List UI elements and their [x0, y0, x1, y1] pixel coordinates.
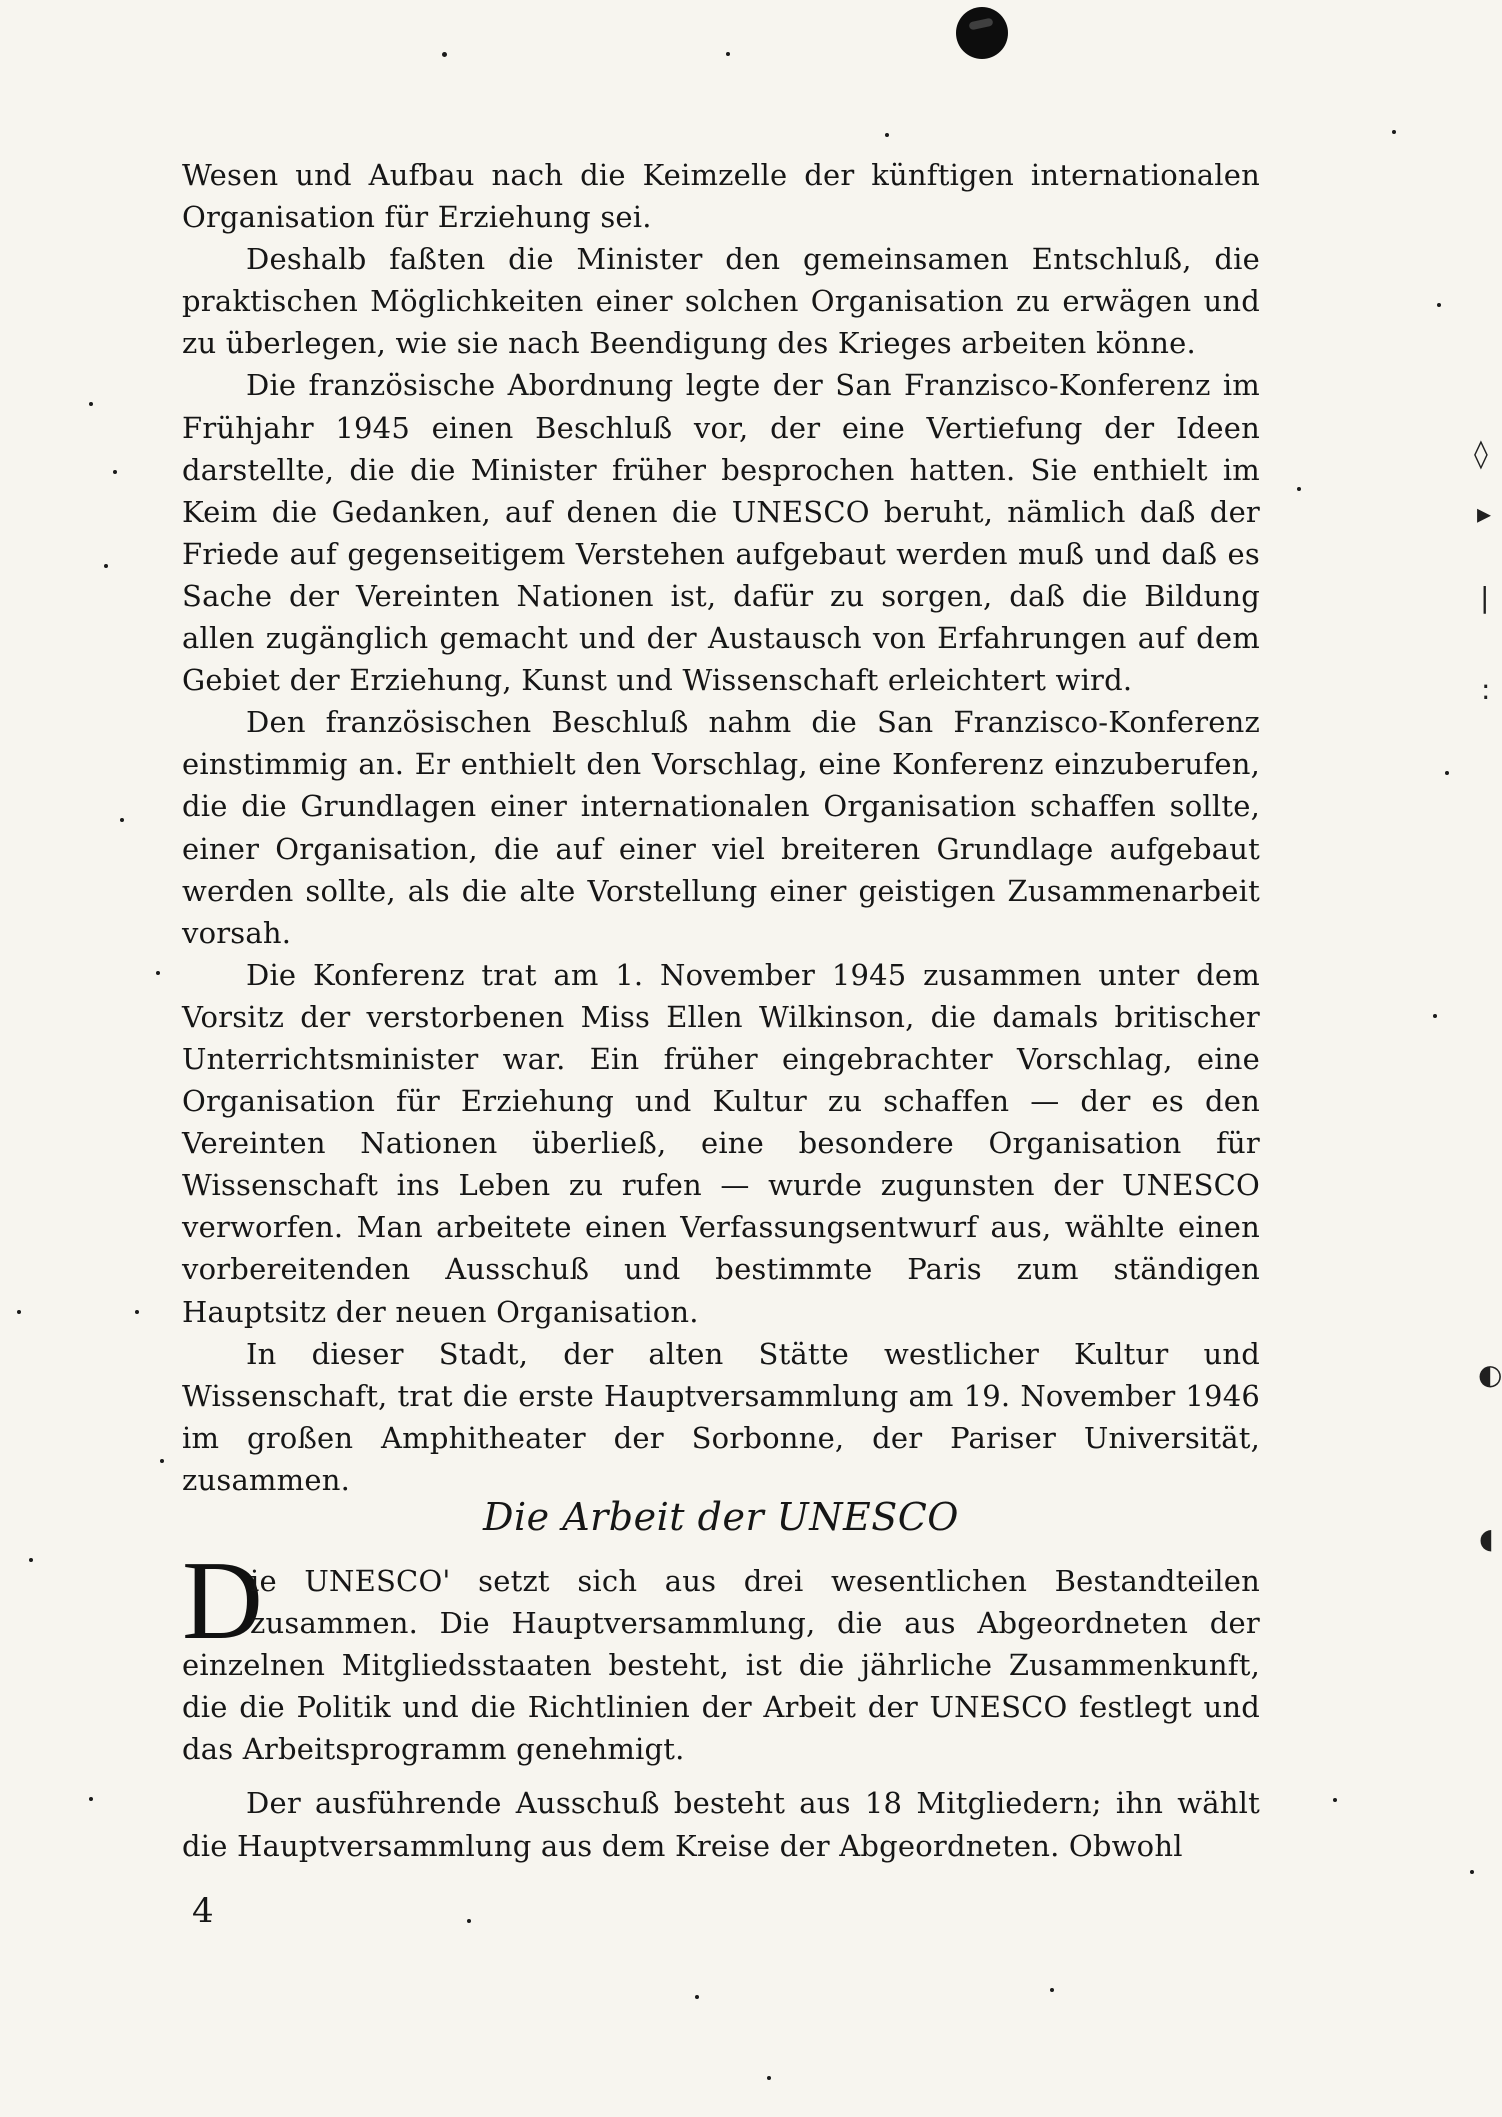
paragraph: Deshalb faßten die Minister den gemeinsamen Entschluß, die praktischen Möglichkeiten einer solchen Organisation zu erwägen und zu überlegen, wie sie nach Beendigung des Krieges arbeiten könne.: [182, 242, 1260, 361]
scan-speck: [1333, 1798, 1337, 1802]
section-text-block: [182, 1539, 1260, 1867]
edge-mark-icon: ◐: [1478, 1358, 1502, 1391]
paragraph: Die Konferenz trat am 1. November 1945 zusammen unter dem Vorsitz der verstorbenen Miss Ellen Wilkinson, die damals britischer Unterrichtsminister war. Ein früher eingebrachter Vorschlag, eine Organisation für Erziehung und Kultur zu schaffen — der es den Vereinten Nationen überließ, eine besondere Organisation für Wissenschaft ins Leben zu rufen — wurde zugunsten der UNESCO verworfen. Man arbeitete einen Verfassungsentwurf aus, wählte einen vorbereitenden Ausschuß und bestimmte Paris zum ständigen Hauptsitz der neuen Organisation.: [182, 957, 1260, 1329]
scan-speck: [1050, 1988, 1054, 1992]
scan-speck: [156, 971, 160, 975]
scan-speck: [1297, 487, 1301, 491]
scan-speck: [120, 818, 124, 822]
scan-speck: [1433, 1014, 1437, 1018]
scan-speck: [29, 1558, 33, 1562]
scan-speck: [695, 1995, 699, 1999]
section-heading: Die Arbeit der UNESCO: [483, 1495, 959, 1539]
scan-speck: [1392, 130, 1396, 134]
scan-speck: [726, 52, 730, 56]
paragraph: Die französische Abordnung legte der San Franzisco-Konferenz im Frühjahr 1945 einen Beschluß vor, der eine Vertiefung der Ideen darstellte, die die Minister früher besprochen hatten. Sie enthielt im Keim die Gedanken, auf denen die UNESCO beruht, nämlich daß der Friede auf gegenseitigem Verstehen aufgebaut werden muß und daß es Sache der Vereinten Nationen ist, dafür zu sorgen, daß die Bildung allen zugänglich gemacht und der Austausch von Erfahrungen auf dem Gebiet der Erziehung, Kunst und Wissenschaft erleichtert wird.: [182, 368, 1260, 698]
scan-speck: [1470, 1870, 1474, 1874]
edge-mark-icon: ◖: [1479, 1522, 1494, 1555]
paragraph: ie UNESCO' setzt sich aus drei wesentlichen Bestandteilen zusammen. Die Hauptversammlung, die aus Abgeordneten der einzelnen Mitgliedsstaaten besteht, ist die jährliche Zusammenkunft, die die Politik und die Richtlinien der Arbeit der UNESCO festlegt und das Arbeitsprogramm genehmigt.: [182, 1564, 1260, 1767]
scan-speck: [885, 133, 889, 137]
scan-speck: [89, 1797, 93, 1801]
edge-mark-icon: :: [1481, 673, 1491, 706]
scan-speck: [89, 402, 93, 406]
page-number: 4: [192, 1891, 214, 1931]
scan-speck: [17, 1310, 21, 1314]
scan-speck: [467, 1919, 471, 1923]
scan-speck: [1437, 303, 1441, 307]
edge-mark-icon: ◊: [1474, 437, 1488, 470]
scan-speck: [160, 1459, 164, 1463]
scan-speck: [113, 470, 117, 474]
paragraph: Der ausführende Ausschuß besteht aus 18 Mitgliedern; ihn wählt die Hauptversammlung aus dem Kreise der Abgeordneten. Obwohl: [182, 1786, 1260, 1863]
main-text-block: [182, 154, 1260, 1501]
paragraph: Wesen und Aufbau nach die Keimzelle der künftigen internationalen Organisation für Erziehung sei.: [182, 158, 1260, 235]
drop-cap: D: [182, 1539, 263, 1663]
scan-speck: [135, 1310, 139, 1314]
scan-speck: [442, 52, 447, 57]
scan-speck: [767, 2076, 771, 2080]
paragraph: In dieser Stadt, der alten Stätte westlicher Kultur und Wissenschaft, trat die erste Hauptversammlung am 19. November 1946 im großen Amphitheater der Sorbonne, der Pariser Universität, zusammen.: [182, 1336, 1260, 1497]
binding-hole-icon: [956, 7, 1008, 59]
scan-speck: [1445, 771, 1449, 775]
edge-mark-icon: ▸: [1477, 497, 1492, 530]
scan-speck: [104, 564, 108, 568]
dropcap-paragraph: [182, 1539, 1260, 1770]
paragraph: Den französischen Beschluß nahm die San Franzisco-Konferenz einstimmig an. Er enthielt den Vorschlag, eine Konferenz einzuberufen, die die Grundlagen einer internationalen Organisation schaffen sollte, einer Organisation, die auf einer viel breiteren Grundlage aufgebaut werden sollte, als die alte Vorstellung einer geistigen Zusammenarbeit vorsah.: [182, 705, 1260, 950]
edge-mark-icon: |: [1480, 581, 1490, 614]
